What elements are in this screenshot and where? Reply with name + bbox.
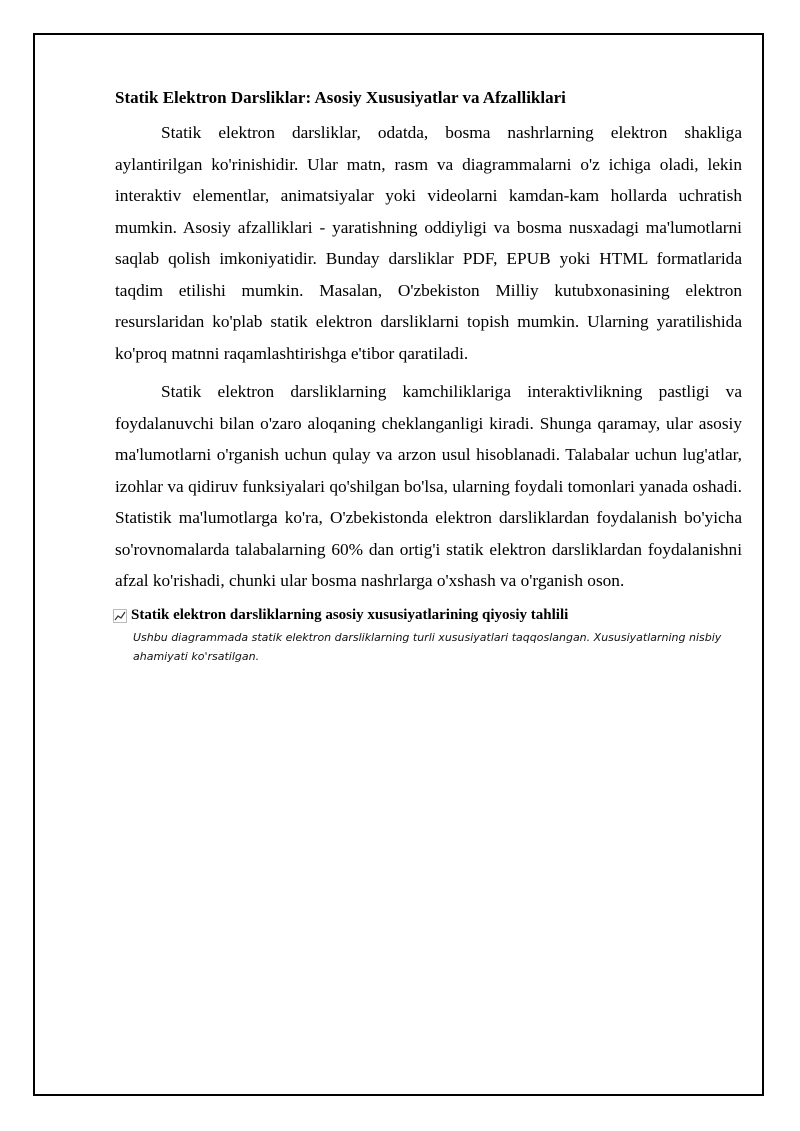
paragraph-2: Statik elektron darsliklarning kamchiliklariga interaktivlikning pastligi va foydalanuvchi bilan o'zaro aloqaning cheklanganligi kiradi. Shunga qaramay, ular asosiy ma'lumotlarni o'rganish uchun qulay va arzon usul hisoblanadi. Talabalar uchun lug'atlar, izohlar va qidiruv funksiyalari qo'shilgan bo'lsa, ularning foydali tomonlari yanada oshadi. Statistik ma'lumotlarga ko'ra, O'zbekistonda elektron darsliklardan foydalanish bo'yicha so'rovnomalarda talabalarning 60% dan ortig'i statik elektron darsliklardan foydalanishni afzal ko'rishadi, chunki ular bosma nashrlarga o'xshash va o'rganish oson. xyxy=(115,382,742,590)
figure-heading xyxy=(113,605,742,625)
figure-caption: Ushbu diagrammada statik elektron darsliklarning turli xususiyatlari taqqoslangan. Xususiyatlarning nisbiy ahamiyati ko'rsatilgan. xyxy=(133,630,722,663)
document-body xyxy=(115,86,742,666)
document-title: Statik Elektron Darsliklar: Asosiy Xususiyatlar va Afzalliklari xyxy=(115,88,566,107)
paragraph-1: Statik elektron darsliklar, odatda, bosma nashrlarning elektron shakliga aylantirilgan ko'rinishidir. Ular matn, rasm va diagrammalarni o'z ichiga oladi, lekin interaktiv elementlar, animatsiyalar yoki videolarni kamdan-kam hollarda uchratish mumkin. Asosiy afzalliklari - yaratishning oddiyligi va bosma nusxadagi ma'lumotlarni saqlab qolish imkoniyatidir. Bunday darsliklar PDF, EPUB yoki HTML formatlarida taqdim etilishi mumkin. Masalan, O'zbekiston Milliy kutubxonasining elektron resurslaridan ko'plab statik elektron darsliklarni topish mumkin. Ularning yaratilishida ko'proq matnni raqamlashtirishga e'tibor qaratiladi. xyxy=(115,123,742,363)
chart-increasing-icon xyxy=(113,609,127,623)
figure-heading-text: Statik elektron darsliklarning asosiy xususiyatlarining qiyosiy tahlili xyxy=(131,606,569,623)
